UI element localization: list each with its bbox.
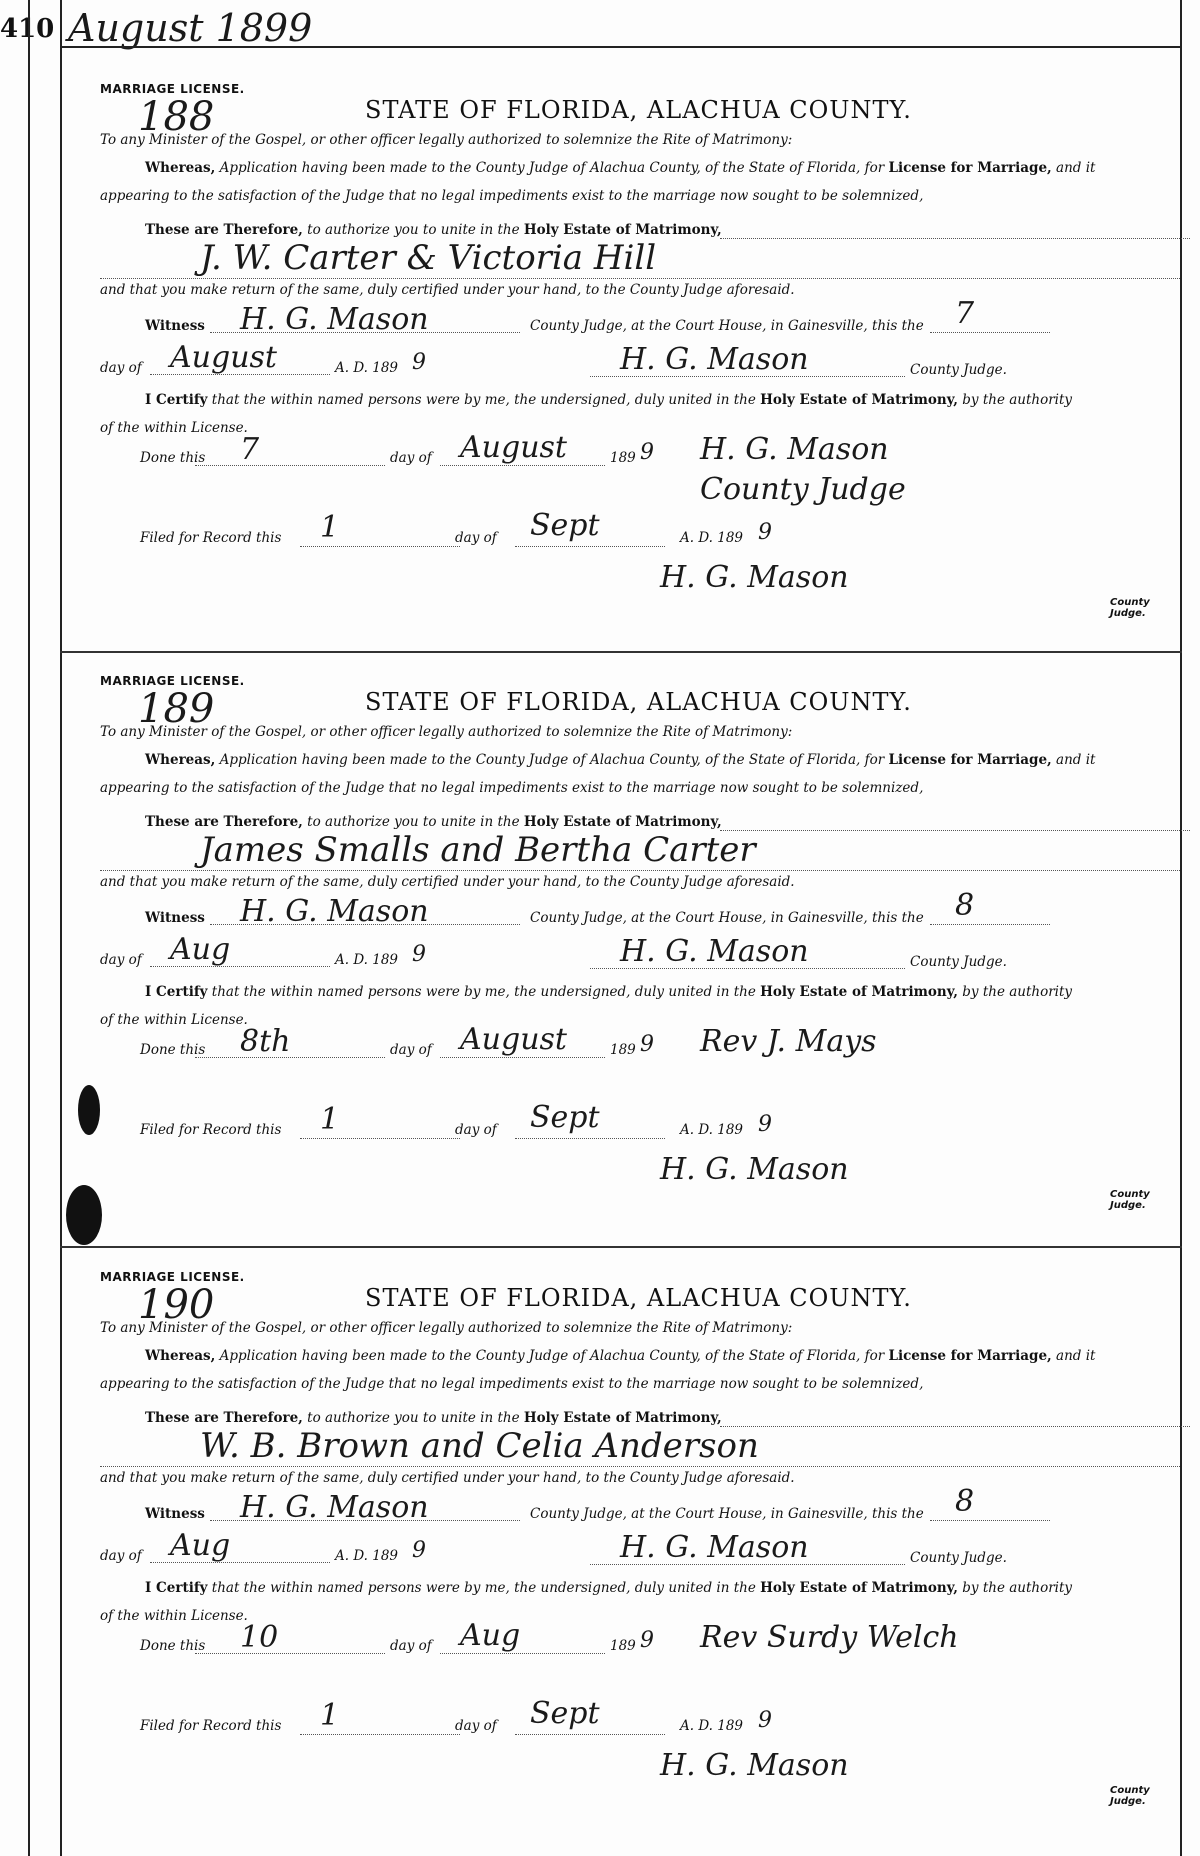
- done-year-digit: 9: [640, 1032, 654, 1057]
- court-house-line: County Judge, at the Court House, in Gainesville, this the: [530, 910, 924, 926]
- address-line: To any Minister of the Gospel, or other officer legally authorized to solemnize the Rite of Matrimony:: [100, 724, 793, 740]
- dotted-rule: [300, 1734, 460, 1735]
- filed-year-digit: 9: [758, 520, 772, 545]
- filed-year-digit: 9: [758, 1112, 772, 1137]
- dotted-rule: [440, 465, 605, 466]
- done-month: August: [460, 1022, 567, 1057]
- year-prefix: 189: [610, 450, 636, 466]
- day-of-label: day of: [390, 450, 432, 466]
- year-digit: 9: [412, 942, 426, 967]
- done-this-label: Done this: [140, 450, 206, 466]
- anno-domini: A. D. 189: [680, 1718, 744, 1734]
- anno-domini: A. D. 189: [680, 1122, 744, 1138]
- dotted-rule: [720, 1426, 1190, 1427]
- left-margin-rule-2: [60, 0, 62, 1856]
- i-certify: I Certify: [145, 392, 208, 408]
- holy-estate: Holy Estate of Matrimony,: [523, 1410, 722, 1426]
- anno-domini: A. D. 189: [335, 360, 399, 376]
- whereas-word: Whereas,: [145, 1348, 216, 1364]
- by-authority: by the authority: [962, 984, 1073, 1000]
- filed-day: 1: [320, 510, 340, 545]
- dotted-rule: [150, 1562, 330, 1563]
- filed-label: Filed for Record this: [140, 1122, 282, 1138]
- anno-domini: A. D. 189: [680, 530, 744, 546]
- whereas-text: Application having been made to the County Judge of Alachua County, of the State of Florida, for: [219, 752, 885, 768]
- therefore-text: to authorize you to unite in the: [307, 1410, 520, 1426]
- holy-estate: Holy Estate of Matrimony,: [760, 392, 958, 408]
- certify-text: that the within named persons were by me, the undersigned, duly united in the: [211, 1580, 756, 1596]
- filed-year-digit: 9: [758, 1708, 772, 1733]
- dotted-rule: [720, 830, 1190, 831]
- day-of-label: day of: [390, 1042, 432, 1058]
- dotted-rule: [515, 1138, 665, 1139]
- header-handwriting: August 1899: [68, 6, 313, 50]
- dotted-rule: [195, 1057, 385, 1058]
- certify-line: [145, 392, 1072, 408]
- witness-signature: H. G. Mason: [240, 894, 429, 929]
- these-are-therefore: These are Therefore,: [145, 1410, 303, 1426]
- license-title: STATE OF FLORIDA, ALACHUA COUNTY.: [365, 96, 912, 124]
- ink-blot: [78, 1085, 100, 1135]
- county-judge-small: County Judge.: [1110, 1189, 1150, 1211]
- done-this-label: Done this: [140, 1638, 206, 1654]
- holy-estate: Holy Estate of Matrimony,: [760, 984, 958, 1000]
- dotted-rule: [930, 1520, 1050, 1521]
- i-certify: I Certify: [145, 984, 208, 1000]
- marriage-license-label: MARRIAGE LICENSE.: [100, 674, 245, 688]
- issue-day: 8: [955, 888, 975, 923]
- done-day: 7: [240, 432, 260, 467]
- marriage-license-label: MARRIAGE LICENSE.: [100, 82, 245, 96]
- therefore-line: [145, 222, 722, 238]
- entry-separator: [60, 651, 1182, 653]
- filed-label: Filed for Record this: [140, 1718, 282, 1734]
- license-number: 190: [138, 1282, 215, 1328]
- dotted-rule: [590, 1564, 905, 1565]
- year-digit: 9: [412, 350, 426, 375]
- holy-estate: Holy Estate of Matrimony,: [760, 1580, 958, 1596]
- page-number: 410: [0, 14, 55, 44]
- dotted-rule: [150, 374, 330, 375]
- license-for-marriage: License for Marriage,: [888, 1348, 1052, 1364]
- license-number: 189: [138, 686, 215, 732]
- dotted-rule: [100, 1466, 1180, 1467]
- issue-month: Aug: [170, 932, 231, 967]
- whereas-text: Application having been made to the County Judge of Alachua County, of the State of Florida, for: [219, 160, 885, 176]
- filed-signature: H. G. Mason: [660, 1152, 849, 1187]
- witness-signature: H. G. Mason: [240, 302, 429, 337]
- appearing-line: appearing to the satisfaction of the Judge that no legal impediments exist to the marriage now sought to be solemnized,: [100, 188, 924, 204]
- anno-domini: A. D. 189: [335, 1548, 399, 1564]
- year-prefix: 189: [610, 1042, 636, 1058]
- holy-estate: Holy Estate of Matrimony,: [523, 222, 722, 238]
- issue-month: August: [170, 340, 277, 375]
- filed-month: Sept: [530, 508, 600, 543]
- address-line: To any Minister of the Gospel, or other officer legally authorized to solemnize the Rite of Matrimony:: [100, 1320, 793, 1336]
- officiant-signature: H. G. Mason: [700, 432, 889, 467]
- whereas-line: [145, 752, 1095, 768]
- parties-names: James Smalls and Bertha Carter: [200, 830, 756, 870]
- certify-line: [145, 1580, 1072, 1596]
- done-day: 10: [240, 1620, 279, 1655]
- within-license-line: of the within License.: [100, 1012, 248, 1028]
- dotted-rule: [300, 546, 460, 547]
- return-line: and that you make return of the same, duly certified under your hand, to the County Judge aforesaid.: [100, 1470, 795, 1486]
- these-are-therefore: These are Therefore,: [145, 814, 303, 830]
- ink-blot: [66, 1185, 102, 1245]
- judge-signature: H. G. Mason: [620, 342, 809, 377]
- address-line: To any Minister of the Gospel, or other officer legally authorized to solemnize the Rite of Matrimony:: [100, 132, 793, 148]
- license-for-marriage: License for Marriage,: [888, 160, 1052, 176]
- witness-word: Witness: [145, 910, 205, 926]
- done-this-label: Done this: [140, 1042, 206, 1058]
- county-judge-small: County Judge.: [1110, 597, 1150, 619]
- parties-names: W. B. Brown and Celia Anderson: [200, 1426, 759, 1466]
- marriage-license-label: MARRIAGE LICENSE.: [100, 1270, 245, 1284]
- day-of-label: day of: [390, 1638, 432, 1654]
- whereas-end: and it: [1056, 160, 1096, 176]
- dotted-rule: [210, 924, 520, 925]
- day-of-label: day of: [455, 530, 497, 546]
- certify-text: that the within named persons were by me, the undersigned, duly united in the: [211, 392, 756, 408]
- filed-signature: H. G. Mason: [660, 560, 849, 595]
- i-certify: I Certify: [145, 1580, 208, 1596]
- dotted-rule: [590, 376, 905, 377]
- parties-names: J. W. Carter & Victoria Hill: [200, 238, 657, 278]
- within-license-line: of the within License.: [100, 420, 248, 436]
- holy-estate: Holy Estate of Matrimony,: [523, 814, 722, 830]
- done-year-digit: 9: [640, 440, 654, 465]
- court-house-line: County Judge, at the Court House, in Gainesville, this the: [530, 318, 924, 334]
- dotted-rule: [930, 332, 1050, 333]
- witness-label: [145, 910, 205, 926]
- filed-signature: H. G. Mason: [660, 1748, 849, 1783]
- certify-text: that the within named persons were by me, the undersigned, duly united in the: [211, 984, 756, 1000]
- whereas-word: Whereas,: [145, 752, 216, 768]
- whereas-text: Application having been made to the County Judge of Alachua County, of the State of Florida, for: [219, 1348, 885, 1364]
- done-month: August: [460, 430, 567, 465]
- witness-label: [145, 318, 205, 334]
- within-license-line: of the within License.: [100, 1608, 248, 1624]
- entry-separator: [60, 1246, 1182, 1248]
- day-of-label: day of: [100, 360, 142, 376]
- dotted-rule: [150, 966, 330, 967]
- dotted-rule: [100, 870, 1180, 871]
- appearing-line: appearing to the satisfaction of the Judge that no legal impediments exist to the marriage now sought to be solemnized,: [100, 1376, 924, 1392]
- license-title: STATE OF FLORIDA, ALACHUA COUNTY.: [365, 1284, 912, 1312]
- officiant-signature: Rev J. Mays: [700, 1024, 877, 1059]
- anno-domini: A. D. 189: [335, 952, 399, 968]
- dotted-rule: [195, 465, 385, 466]
- license-for-marriage: License for Marriage,: [888, 752, 1052, 768]
- therefore-text: to authorize you to unite in the: [307, 222, 520, 238]
- dotted-rule: [100, 278, 1180, 279]
- license-number: 188: [138, 94, 215, 140]
- dotted-rule: [440, 1057, 605, 1058]
- dotted-rule: [515, 1734, 665, 1735]
- county-judge-label: County Judge.: [910, 362, 1007, 378]
- issue-day: 7: [955, 296, 975, 331]
- whereas-line: [145, 1348, 1095, 1364]
- right-margin-rule: [1180, 0, 1182, 1856]
- judge-signature: H. G. Mason: [620, 1530, 809, 1565]
- court-house-line: County Judge, at the Court House, in Gainesville, this the: [530, 1506, 924, 1522]
- therefore-text: to authorize you to unite in the: [307, 814, 520, 830]
- filed-label: Filed for Record this: [140, 530, 282, 546]
- witness-signature: H. G. Mason: [240, 1490, 429, 1525]
- dotted-rule: [210, 1520, 520, 1521]
- whereas-end: and it: [1056, 1348, 1096, 1364]
- day-of-label: day of: [100, 1548, 142, 1564]
- filed-month: Sept: [530, 1100, 600, 1135]
- dotted-rule: [590, 968, 905, 969]
- officiant-signature: Rev Surdy Welch: [700, 1620, 959, 1655]
- day-of-label: day of: [100, 952, 142, 968]
- return-line: and that you make return of the same, duly certified under your hand, to the County Judge aforesaid.: [100, 874, 795, 890]
- done-year-digit: 9: [640, 1628, 654, 1653]
- dotted-rule: [930, 924, 1050, 925]
- judge-signature: H. G. Mason: [620, 934, 809, 969]
- filed-day: 1: [320, 1698, 340, 1733]
- year-digit: 9: [412, 1538, 426, 1563]
- license-title: STATE OF FLORIDA, ALACHUA COUNTY.: [365, 688, 912, 716]
- these-are-therefore: These are Therefore,: [145, 222, 303, 238]
- witness-label: [145, 1506, 205, 1522]
- left-margin-rule: [28, 0, 30, 1856]
- filed-day: 1: [320, 1102, 340, 1137]
- whereas-end: and it: [1056, 752, 1096, 768]
- issue-day: 8: [955, 1484, 975, 1519]
- county-judge-small: County Judge.: [1110, 1785, 1150, 1807]
- dotted-rule: [720, 238, 1190, 239]
- by-authority: by the authority: [962, 392, 1073, 408]
- county-judge-label: County Judge.: [910, 1550, 1007, 1566]
- appearing-line: appearing to the satisfaction of the Judge that no legal impediments exist to the marriage now sought to be solemnized,: [100, 780, 924, 796]
- dotted-rule: [515, 546, 665, 547]
- witness-word: Witness: [145, 318, 205, 334]
- header-rule: [60, 46, 1182, 48]
- return-line: and that you make return of the same, duly certified under your hand, to the County Judge aforesaid.: [100, 282, 795, 298]
- whereas-line: [145, 160, 1095, 176]
- whereas-word: Whereas,: [145, 160, 216, 176]
- therefore-line: [145, 1410, 722, 1426]
- officiant-title: County Judge: [700, 472, 906, 507]
- filed-month: Sept: [530, 1696, 600, 1731]
- certify-line: [145, 984, 1072, 1000]
- dotted-rule: [210, 332, 520, 333]
- county-judge-label: County Judge.: [910, 954, 1007, 970]
- witness-word: Witness: [145, 1506, 205, 1522]
- dotted-rule: [195, 1653, 385, 1654]
- day-of-label: day of: [455, 1718, 497, 1734]
- dotted-rule: [440, 1653, 605, 1654]
- done-month: Aug: [460, 1618, 521, 1653]
- year-prefix: 189: [610, 1638, 636, 1654]
- done-day: 8th: [240, 1024, 291, 1059]
- day-of-label: day of: [455, 1122, 497, 1138]
- therefore-line: [145, 814, 722, 830]
- by-authority: by the authority: [962, 1580, 1073, 1596]
- issue-month: Aug: [170, 1528, 231, 1563]
- dotted-rule: [300, 1138, 460, 1139]
